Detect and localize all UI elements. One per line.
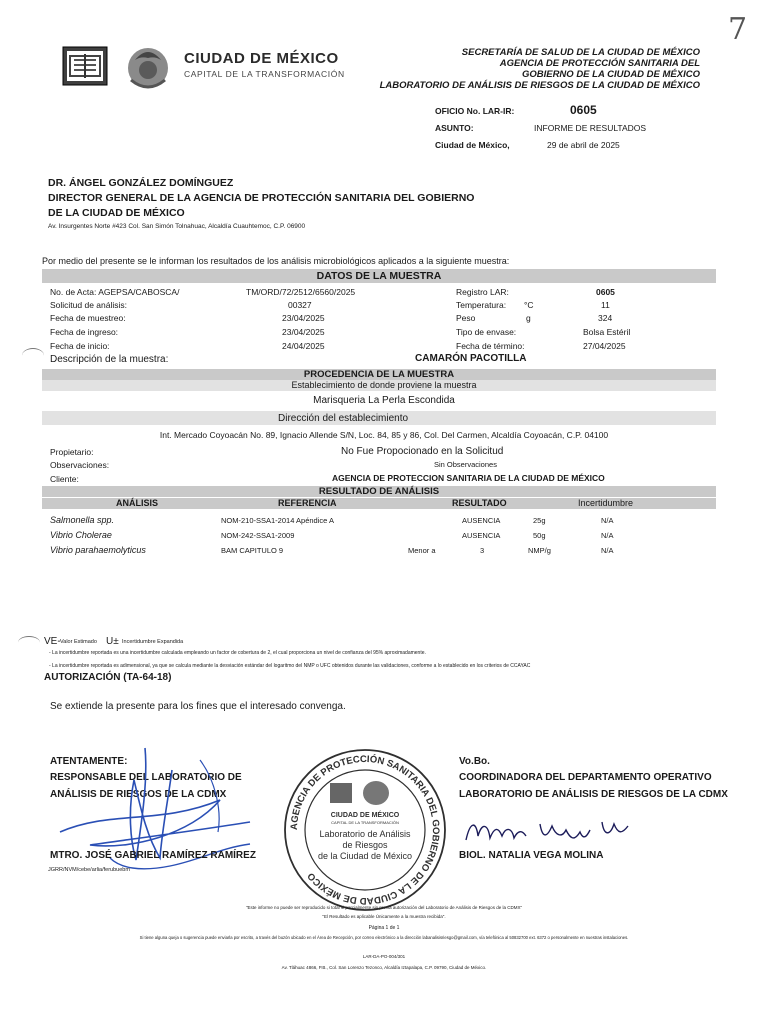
place-label: Ciudad de México,: [435, 140, 510, 150]
legend-ve-text: Valor Estimado: [60, 639, 97, 645]
stamp-logo-text: CIUDAD DE MÉXICO: [330, 812, 400, 819]
direccion-label: Dirección del establecimiento: [278, 413, 409, 424]
header-line-4: LABORATORIO DE ANÁLISIS DE RIESGOS DE LA CIUDAD DE MÉXICO: [379, 80, 700, 91]
col-resultado: RESULTADO: [452, 498, 507, 508]
legend-u: U±: [106, 636, 119, 647]
propietario-label: Propietario:: [50, 447, 94, 457]
stamp-ring-text: AGENCIA DE PROTECCIÓN SANITARIA DEL GOBIERNO DE LA CIUDAD DE MÉXICO: [288, 753, 442, 907]
footnote-2: - La incertidumbre reportada es adimensional, ya que se calcula mediante la desviación estándar del logaritmo del NMP o UFC obtenidos durante las validaciones, conforme a lo establecido en los criterios de CCAYAC: [49, 663, 531, 669]
sample-section-title: DATOS DE LA MUESTRA: [316, 270, 442, 282]
punch-mark: [22, 348, 44, 363]
header-logo-text: CIUDAD DE MÉXICO: [184, 50, 339, 67]
procedencia-section-title: PROCEDENCIA DE LA MUESTRA: [303, 369, 455, 380]
punch-mark-2: [18, 636, 40, 649]
oficio-label: OFICIO No. LAR-IR:: [435, 106, 515, 116]
envase-value: Bolsa Estéril: [583, 327, 631, 337]
descripcion-label: Descripción de la muestra:: [50, 354, 169, 365]
col-incertidumbre: Incertidumbre: [578, 498, 634, 508]
ingreso-value: 23/04/2025: [282, 327, 325, 337]
peso-label: Peso: [456, 313, 476, 323]
right-sign-line-1: COORDINADORA DEL DEPARTAMENTO OPERATIVO: [459, 772, 712, 783]
addressee-name: DR. ÁNGEL GONZÁLEZ DOMÍNGUEZ: [48, 177, 234, 189]
asunto-label: ASUNTO:: [435, 123, 474, 133]
intro-text: Por medio del presente se le informan los resultados de los análisis microbiológicos aplicados a la siguiente muestra:: [42, 256, 510, 266]
row-incertidumbre: N/A: [601, 516, 614, 525]
results-section-title: RESULTADO DE ANÁLISIS: [318, 486, 440, 497]
temp-label: Temperatura:: [456, 300, 507, 310]
descripcion-value: CAMARÓN PACOTILLA: [415, 353, 527, 364]
solicitud-value: 00327: [288, 300, 312, 310]
ingreso-label: Fecha de ingreso:: [50, 327, 119, 337]
row-prefijo: Menor a: [408, 546, 436, 555]
results-columns-bar: [42, 498, 716, 509]
footer-line-1: "Este informe no puede ser reproducido si total si parcialmente sin previa autorización del Laboratorio de Análisis de Riesgos de la CDMX": [245, 905, 523, 910]
row-analisis: Vibrio Cholerae: [50, 530, 112, 540]
left-sign-line-2: ANÁLISIS DE RIESGOS DE LA CDMX: [50, 789, 227, 800]
legend-ve: VE-: [44, 636, 61, 647]
establecimiento-label: Establecimiento de donde proviene la muestra: [291, 380, 477, 390]
col-referencia: REFERENCIA: [278, 498, 337, 508]
row-resultado: AUSENCIA: [462, 516, 501, 525]
header-line-3: GOBIERNO DE LA CIUDAD DE MÉXICO: [521, 69, 700, 80]
stamp-line-1: Laboratorio de Análisis: [319, 829, 411, 839]
temp-value: 11: [601, 300, 610, 310]
row-referencia: NOM-242-SSA1-2009: [221, 531, 295, 540]
results-section-bar: [42, 486, 716, 497]
observaciones-value: Sin Observaciones: [434, 460, 497, 469]
establecimiento-value: Marisqueria La Perla Escondida: [313, 395, 455, 406]
row-incertidumbre: N/A: [601, 531, 614, 540]
direccion-value: Int. Mercado Coyoacán No. 89, Ignacio Allende S/N, Loc. 84, 85 y 86, Col. Del Carmen, Alcaldía Coyoacán, C.P. 04100: [159, 430, 609, 440]
acta-value: TM/ORD/72/2512/6560/2025: [246, 287, 356, 297]
right-sign-line-2: LABORATORIO DE ANÁLISIS DE RIESGOS DE LA CDMX: [459, 789, 728, 800]
registro-value: 0605: [596, 287, 615, 297]
corner-page-mark: 7: [728, 12, 748, 47]
left-sign-name: MTRO. JOSÉ GABRIEL RAMÍREZ RAMÍREZ: [50, 850, 256, 861]
right-sign-label: Vo.Bo.: [459, 756, 490, 767]
asunto-value: INFORME DE RESULTADOS: [534, 123, 647, 133]
header-line-2: AGENCIA DE PROTECCIÓN SANITARIA DEL: [499, 58, 700, 69]
sample-section-bar: [42, 269, 716, 283]
row-resultado: AUSENCIA: [462, 531, 501, 540]
row-unidad: 50g: [533, 531, 546, 540]
row-analisis: Salmonella spp.: [50, 515, 115, 525]
inicio-label: Fecha de inicio:: [50, 341, 110, 351]
footer-address: Av. Tláhuac 4866, P.B., Col. San Lorenzo Tezonco, Alcaldía Iztapalapa, C.P. 09790, Ciudad de México.: [281, 965, 487, 970]
legend-u-text: Incertidumbre Expandida: [122, 639, 184, 645]
stamp-line-3: de la Ciudad de México: [317, 851, 413, 861]
envase-label: Tipo de envase:: [456, 327, 517, 337]
registro-label: Registro LAR:: [456, 287, 509, 297]
footer-code: LAR-DA-PO-004/301: [362, 954, 406, 959]
col-analisis: ANÁLISIS: [116, 498, 159, 508]
addressee-address: Av. Insurgentes Norte #423 Col. San Simón Tolnahuac, Alcaldía Cuauhtemoc, C.P. 06900: [48, 223, 306, 230]
footer-page: Página 1 de 1: [368, 925, 400, 931]
authorization-text: Se extiende la presente para los fines que el interesado convenga.: [50, 701, 346, 712]
temp-unit: °C: [524, 300, 534, 310]
right-signature: [462, 812, 642, 848]
header-line-1: SECRETARÍA DE SALUD DE LA CIUDAD DE MÉXICO: [461, 47, 700, 58]
authorization-title: AUTORIZACIÓN (TA-64-18): [44, 672, 172, 683]
termino-label: Fecha de término:: [456, 341, 525, 351]
inicio-value: 24/04/2025: [282, 341, 325, 351]
muestreo-value: 23/04/2025: [282, 313, 325, 323]
cliente-value: AGENCIA DE PROTECCION SANITARIA DE LA CIUDAD DE MÉXICO: [332, 473, 605, 483]
row-analisis: Vibrio parahaemolyticus: [50, 545, 146, 555]
footnote-1: - La incertidumbre reportada es una incertidumbre calculada empleando un factor de cobertura de 2, el cual proporciona un nivel de confianza del 95% aproximadamente.: [49, 650, 426, 656]
header-logo-subtext: CAPITAL DE LA TRANSFORMACIÓN: [184, 69, 345, 79]
acta-label: No. de Acta: AGEPSA/CABOSCA/: [50, 287, 180, 297]
propietario-value: No Fue Propocionado en la Solicitud: [341, 446, 504, 457]
addressee-title-2: DE LA CIUDAD DE MÉXICO: [48, 207, 185, 219]
left-sign-initials: JGRR/NVM/cebe/arlia/ferubuebm: [48, 867, 130, 873]
left-sign-line-1: RESPONSABLE DEL LABORATORIO DE: [50, 772, 242, 783]
cdmx-shield-logo: [62, 46, 108, 86]
procedencia-section-bar: [42, 369, 716, 380]
footer-line-2: "El Resultado es aplicable Únicamente a la muestra recibida".: [322, 914, 446, 919]
termino-value: 27/04/2025: [583, 341, 626, 351]
row-referencia: NOM-210-SSA1-2014 Apéndice A: [221, 516, 334, 525]
muestreo-label: Fecha de muestreo:: [50, 313, 126, 323]
right-sign-name: BIOL. NATALIA VEGA MOLINA: [459, 850, 604, 861]
stamp-line-2: de Riesgos: [342, 840, 388, 850]
peso-unit: g: [526, 313, 531, 323]
row-referencia: BAM CAPITULO 9: [221, 546, 284, 555]
footer-line-3: Si tiene alguna queja o sugerencia puede enviarla por escrito, a través del buzón ubicado en el Área de Recepción, por correo electrónico a la dirección labanalisisriesgo@gmail.com, vía telefónica al 50832700 ext. 6372 o personalmente en nuestras instalaciones.: [139, 935, 629, 940]
row-incertidumbre: N/A: [601, 546, 614, 555]
mexico-eagle-emblem: [121, 40, 175, 92]
solicitud-label: Solicitud de análisis:: [50, 300, 128, 310]
addressee-title-1: DIRECTOR GENERAL DE LA AGENCIA DE PROTECCIÓN SANITARIA DEL GOBIERNO: [48, 192, 475, 204]
cliente-label: Cliente:: [50, 474, 79, 484]
date-value: 29 de abril de 2025: [547, 140, 620, 150]
left-sign-label: ATENTAMENTE:: [50, 756, 128, 767]
row-resultado: 3: [480, 546, 485, 555]
peso-value: 324: [598, 313, 613, 323]
stamp-logo-subtext: CAPITAL DE LA TRANSFORMACIÓN: [331, 820, 399, 825]
observaciones-label: Observaciones:: [50, 460, 110, 470]
row-unidad: NMP/g: [528, 546, 551, 555]
official-stamp: [280, 745, 450, 915]
oficio-value: 0605: [570, 103, 597, 117]
row-unidad: 25g: [533, 516, 546, 525]
